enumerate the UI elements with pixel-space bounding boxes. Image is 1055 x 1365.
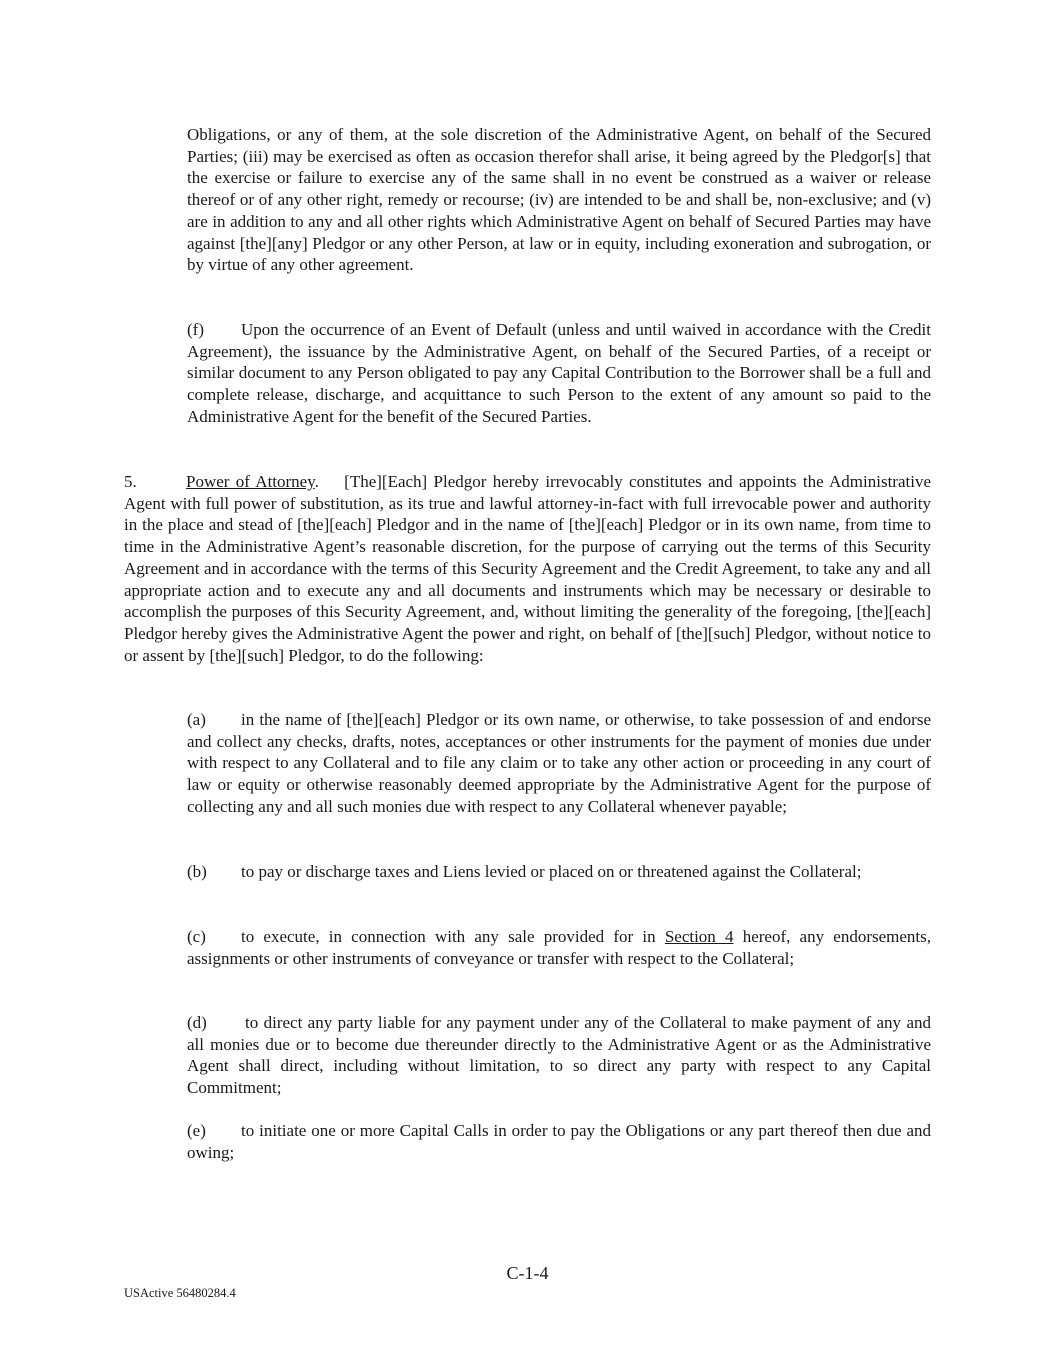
section-text: [The][Each] Pledgor hereby irrevocably constitutes and appoints the Administrative Agent with full power of substitution, as its true and lawful attorney-in-fact with full irrevocable power and authority in the place and stead of [the][each] Pledgor and in the name of [the][each] Pledgor or in its own name, from time to time in the Administrative Agent’s reasonable discretion, for the purpose of carrying out the terms of this Security Agreement and in accordance with the terms of this Security Agreement and the Credit Agreement, to take any and all appropriate action and to execute any and all documents and instruments which may be necessary or desirable to accomplish the purposes of this Security Agreement, and, without limiting the generality of the foregoing, [the][each] Pledgor hereby gives the Administrative Agent the power and right, on behalf of [the][such] Pledgor, without notice to or assent by [the][such] Pledgor, to do the following:	[124, 472, 931, 665]
paragraph-b	[187, 861, 931, 883]
paragraph-text-before: to execute, in connection with any sale provided for in	[241, 927, 656, 946]
paragraph-label: (e)	[187, 1121, 206, 1140]
paragraph-text: in the name of [the][each] Pledgor or its own name, or otherwise, to take possession of and endorse and collect any checks, drafts, notes, acceptances or other instruments for the payment of monies due under with respect to any Collateral and to file any claim or to take any other action or proceeding in any court of law or equity or otherwise reasonably deemed appropriate by the Administrative Agent for the purpose of collecting any and all such monies due with respect to any Collateral whenever payable;	[187, 710, 931, 816]
paragraph-text: Obligations, or any of them, at the sole discretion of the Administrative Agent, on behalf of the Secured Parties; (iii) may be exercised as often as occasion therefor shall arise, it being agreed by the Pledgor[s] that the exercise or failure to exercise any of the same shall in no event be construed as a waiver or release thereof or of any other right, remedy or recourse; (iv) are intended to be and shall be, non-exclusive; and (v) are in addition to any and all other rights which Administrative Agent on behalf of Secured Parties may have against [the][any] Pledgor or any other Person, at law or in equity, including exoneration and subrogation, or by virtue of any other agreement.	[187, 125, 931, 275]
paragraph-text: to initiate one or more Capital Calls in order to pay the Obligations or any part thereof then due and owing;	[187, 1121, 931, 1162]
paragraph-e	[187, 1120, 931, 1163]
paragraph-label: (f)	[187, 320, 204, 339]
section-4-reference: Section 4	[664, 927, 734, 946]
paragraph-c	[187, 926, 931, 969]
paragraph-f	[187, 319, 931, 428]
paragraph-text: Upon the occurrence of an Event of Default (unless and until waived in accordance with the Credit Agreement), the issuance by the Administrative Agent, on behalf of the Secured Parties, of a receipt or similar document to any Person obligated to pay any Capital Contribution to the Borrower shall be a full and complete release, discharge, and acquittance to such Person to the extent of any amount so paid to the Administrative Agent for the benefit of the Secured Parties.	[187, 320, 931, 426]
section-heading: Power of Attorney	[186, 472, 315, 491]
section-heading-punct: .	[314, 472, 319, 491]
paragraph-e-continuation	[187, 124, 931, 276]
paragraph-text-after: hereof, any endorsements, assignments or other instruments of conveyance or transfer with respect to the Collateral;	[187, 927, 932, 968]
paragraph-text: to direct any party liable for any payment under any of the Collateral to make payment of any and all monies due or to become due thereunder directly to the Administrative Agent or as the Administrative Agent shall direct, including without limitation, to so direct any party with respect to any Capital Commitment;	[187, 1013, 931, 1098]
page-number: C-1-4	[506, 1263, 549, 1283]
paragraph-d	[187, 1012, 931, 1099]
paragraph-text: to pay or discharge taxes and Liens levied or placed on or threatened against the Collateral;	[241, 862, 862, 881]
section-number: 5.	[124, 472, 137, 491]
paragraph-label: (b)	[187, 862, 207, 881]
paragraph-label: (a)	[187, 710, 206, 729]
document-id: USActive 56480284.4	[124, 1286, 236, 1300]
paragraph-a	[187, 709, 931, 818]
section-5	[124, 471, 931, 666]
paragraph-label: (d)	[187, 1013, 207, 1032]
paragraph-label: (c)	[187, 927, 206, 946]
